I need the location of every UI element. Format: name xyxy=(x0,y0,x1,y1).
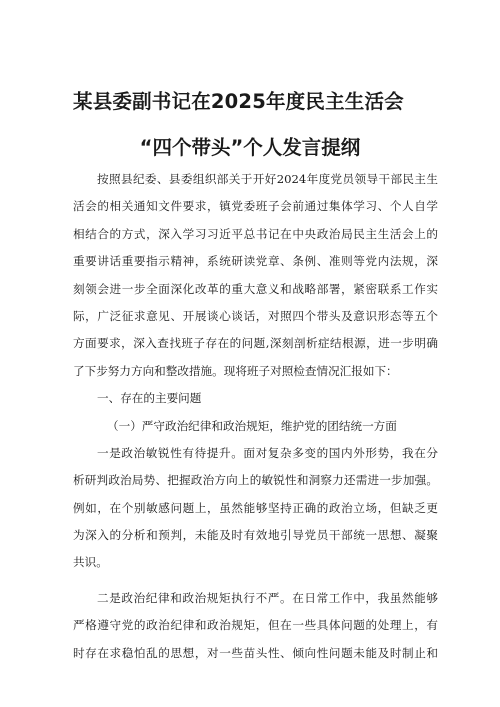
paragraph-line: 二是政治纪律和政治规矩执行不严。在日常工作中，我虽然能够 xyxy=(97,590,438,605)
paragraph-line: 析研判政治局势、把握政治方向上的敏锐性和洞察力还需进一步加强。 xyxy=(73,473,438,488)
intro-line: 际，广泛征求意见、开展谈心谈话，对照四个带头及意识形态等五个 xyxy=(73,308,438,323)
paragraph-line: 为深入的分析和预判，未能及时有效地引导党员干部统一思想、凝聚 xyxy=(73,528,438,543)
paragraph-line: 时存在求稳怕乱的思想，对一些苗头性、倾向性问题未能及时制止和 xyxy=(73,645,438,660)
document-title-line2: “四个带头”个人发言提纲 xyxy=(139,136,361,159)
intro-line: 按照县纪委、县委组织部关于开好2024年度党员领导干部民主生 xyxy=(97,172,438,186)
intro-line: 刻领会进一步全面深化改革的重大意义和战略部署，紧密联系工作实 xyxy=(73,281,438,296)
paragraph-line: 一是政治敏锐性有待提升。面对复杂多变的国内外形势，我在分 xyxy=(97,445,438,460)
intro-line: 重要讲话重要指示精神，系统研读党章、条例、准则等党内法规，深 xyxy=(73,254,438,269)
document-title-line1: 某县委副书记在2025年度民主生活会 xyxy=(73,90,404,113)
intro-line: 方面要求，深入查找班子存在的问题,深刻剖析症结根源，进一步明确 xyxy=(73,336,438,351)
paragraph-gap xyxy=(73,577,438,585)
subsection-heading: （一）严守政治纪律和政治规矩，维护党的团结统一方面 xyxy=(107,418,397,433)
paragraph-line: 例如，在个别敏感问题上，虽然能够坚持正确的政治立场，但缺乏更 xyxy=(73,500,438,515)
paragraph-line: 严格遵守党的政治纪律和政治规矩，但在一些具体问题的处理上，有 xyxy=(73,618,438,633)
section-heading: 一、存在的主要问题 xyxy=(97,391,202,406)
intro-line: 了下步努力方向和整改措施。现将班子对照检查情况汇报如下： xyxy=(73,363,398,378)
intro-line: 相结合的方式，深入学习习近平总书记在中央政治局民主生活会上的 xyxy=(73,226,438,241)
intro-line: 活会的相关通知文件要求，镇党委班子会前通过集体学习、个人自学 xyxy=(73,199,438,214)
document-body xyxy=(73,166,438,667)
paragraph-line: 共识。 xyxy=(73,555,108,570)
